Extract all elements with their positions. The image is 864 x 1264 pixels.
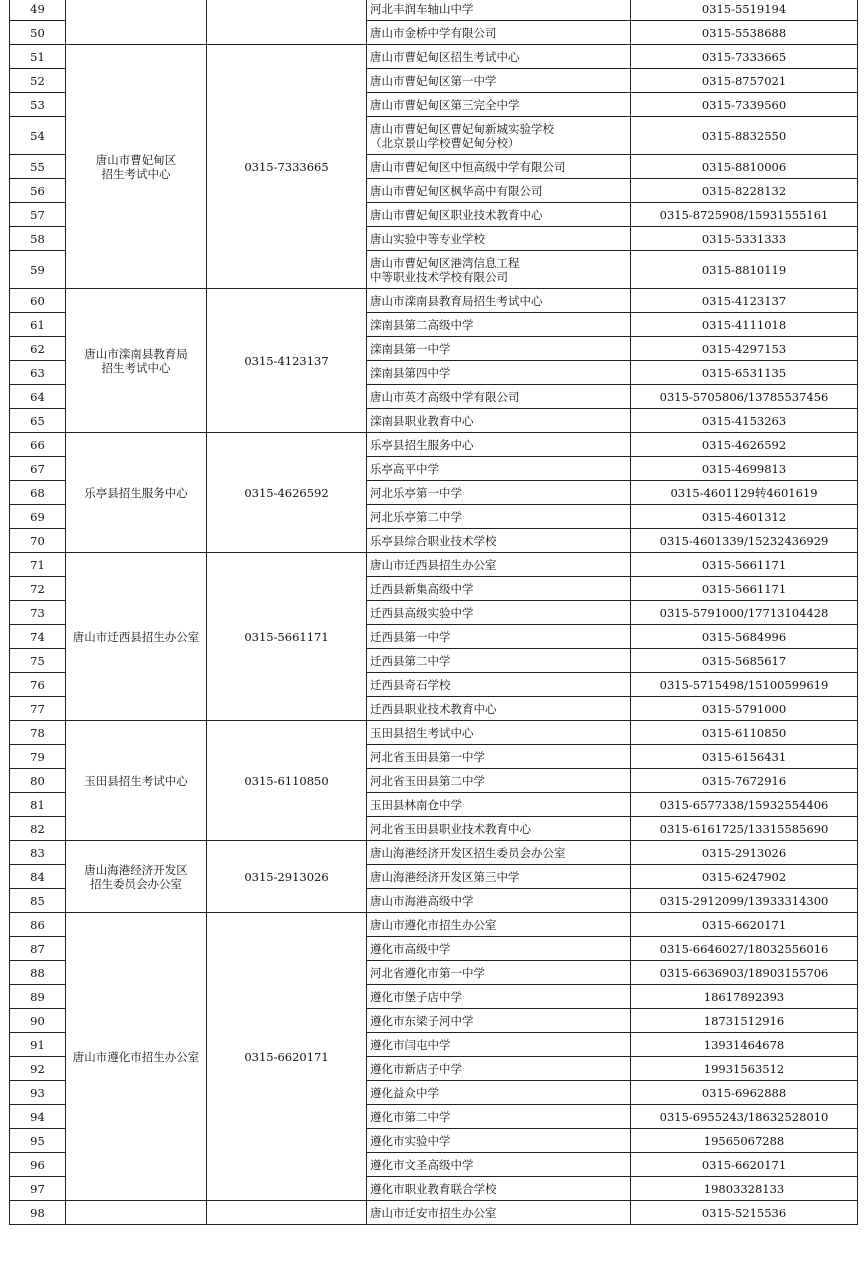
school-phone: 0315-8810006 bbox=[631, 155, 858, 179]
row-number: 71 bbox=[10, 553, 66, 577]
row-number: 67 bbox=[10, 457, 66, 481]
row-number: 94 bbox=[10, 1105, 66, 1129]
school-phone: 0315-4123137 bbox=[631, 289, 858, 313]
school-phone: 0315-8757021 bbox=[631, 69, 858, 93]
table-row bbox=[10, 553, 858, 577]
school-phone: 18731512916 bbox=[631, 1009, 858, 1033]
table-row bbox=[10, 45, 858, 69]
admissions-office-phone: 0315-7333665 bbox=[207, 45, 367, 289]
school-phone: 0315-7672916 bbox=[631, 769, 858, 793]
school-name: 迁西县第一中学 bbox=[367, 625, 631, 649]
school-name: 河北省玉田县职业技术教育中心 bbox=[367, 817, 631, 841]
table-row bbox=[10, 913, 858, 937]
table-row bbox=[10, 721, 858, 745]
school-name: 唐山市曹妃甸区曹妃甸新城实验学校 （北京景山学校曹妃甸分校） bbox=[367, 117, 631, 155]
school-name: 遵化市文圣高级中学 bbox=[367, 1153, 631, 1177]
row-number: 86 bbox=[10, 913, 66, 937]
school-name: 迁西县职业技术教育中心 bbox=[367, 697, 631, 721]
school-name: 乐亭县招生服务中心 bbox=[367, 433, 631, 457]
school-phone: 0315-2913026 bbox=[631, 841, 858, 865]
school-phone: 0315-7333665 bbox=[631, 45, 858, 69]
school-name: 滦南县第一中学 bbox=[367, 337, 631, 361]
school-phone: 0315-6620171 bbox=[631, 1153, 858, 1177]
row-number: 69 bbox=[10, 505, 66, 529]
row-number: 62 bbox=[10, 337, 66, 361]
school-name: 遵化市堡子店中学 bbox=[367, 985, 631, 1009]
table-row bbox=[10, 841, 858, 865]
school-phone: 0315-4601339/15232436929 bbox=[631, 529, 858, 553]
school-name: 唐山市海港高级中学 bbox=[367, 889, 631, 913]
school-name: 唐山市曹妃甸区第一中学 bbox=[367, 69, 631, 93]
school-name: 迁西县第二中学 bbox=[367, 649, 631, 673]
school-name: 乐亭县综合职业技术学校 bbox=[367, 529, 631, 553]
row-number: 55 bbox=[10, 155, 66, 179]
school-phone: 0315-5684996 bbox=[631, 625, 858, 649]
school-phone: 0315-6577338/15932554406 bbox=[631, 793, 858, 817]
school-phone: 0315-6531135 bbox=[631, 361, 858, 385]
school-phone: 13931464678 bbox=[631, 1033, 858, 1057]
school-name: 唐山市迁西县招生办公室 bbox=[367, 553, 631, 577]
row-number: 68 bbox=[10, 481, 66, 505]
school-phone: 19565067288 bbox=[631, 1129, 858, 1153]
school-name: 乐亭高平中学 bbox=[367, 457, 631, 481]
row-number: 50 bbox=[10, 21, 66, 45]
school-name: 滦南县第四中学 bbox=[367, 361, 631, 385]
school-name: 河北省玉田县第二中学 bbox=[367, 769, 631, 793]
school-name: 遵化市闫屯中学 bbox=[367, 1033, 631, 1057]
school-phone: 0315-6156431 bbox=[631, 745, 858, 769]
admissions-office-name: 玉田县招生考试中心 bbox=[66, 721, 207, 841]
admissions-office-phone: 0315-2913026 bbox=[207, 841, 367, 913]
school-name: 玉田县招生考试中心 bbox=[367, 721, 631, 745]
school-phone: 0315-5331333 bbox=[631, 227, 858, 251]
school-phone: 0315-6646027/18032556016 bbox=[631, 937, 858, 961]
row-number: 65 bbox=[10, 409, 66, 433]
table-row bbox=[10, 433, 858, 457]
row-number: 74 bbox=[10, 625, 66, 649]
school-phone: 0315-6110850 bbox=[631, 721, 858, 745]
school-name: 河北省玉田县第一中学 bbox=[367, 745, 631, 769]
school-phone: 0315-5791000/17713104428 bbox=[631, 601, 858, 625]
admissions-office-name bbox=[66, 1201, 207, 1225]
row-number: 98 bbox=[10, 1201, 66, 1225]
admissions-office-phone bbox=[207, 1201, 367, 1225]
admissions-office-phone: 0315-4123137 bbox=[207, 289, 367, 433]
school-name: 遵化市东梁子河中学 bbox=[367, 1009, 631, 1033]
school-phone: 0315-5715498/15100599619 bbox=[631, 673, 858, 697]
school-phone: 0315-8725908/15931555161 bbox=[631, 203, 858, 227]
row-number: 81 bbox=[10, 793, 66, 817]
row-number: 49 bbox=[10, 0, 66, 21]
table-row bbox=[10, 0, 858, 21]
row-number: 95 bbox=[10, 1129, 66, 1153]
school-name: 唐山市曹妃甸区港湾信息工程 中等职业技术学校有限公司 bbox=[367, 251, 631, 289]
school-name: 河北省遵化市第一中学 bbox=[367, 961, 631, 985]
school-name: 唐山市滦南县教育局招生考试中心 bbox=[367, 289, 631, 313]
row-number: 92 bbox=[10, 1057, 66, 1081]
row-number: 82 bbox=[10, 817, 66, 841]
table-body bbox=[10, 0, 858, 1225]
admissions-office-phone: 0315-4626592 bbox=[207, 433, 367, 553]
school-phone: 0315-5705806/13785537456 bbox=[631, 385, 858, 409]
school-name: 河北乐亭第二中学 bbox=[367, 505, 631, 529]
school-name: 唐山海港经济开发区招生委员会办公室 bbox=[367, 841, 631, 865]
school-phone: 0315-8228132 bbox=[631, 179, 858, 203]
school-phone: 0315-8832550 bbox=[631, 117, 858, 155]
school-phone: 0315-4111018 bbox=[631, 313, 858, 337]
school-name: 滦南县第二高级中学 bbox=[367, 313, 631, 337]
row-number: 64 bbox=[10, 385, 66, 409]
school-phone: 0315-5519194 bbox=[631, 0, 858, 21]
row-number: 91 bbox=[10, 1033, 66, 1057]
row-number: 60 bbox=[10, 289, 66, 313]
row-number: 59 bbox=[10, 251, 66, 289]
school-name: 唐山市曹妃甸区中恒高级中学有限公司 bbox=[367, 155, 631, 179]
row-number: 80 bbox=[10, 769, 66, 793]
table-row bbox=[10, 289, 858, 313]
row-number: 96 bbox=[10, 1153, 66, 1177]
school-phone: 0315-5661171 bbox=[631, 577, 858, 601]
row-number: 93 bbox=[10, 1081, 66, 1105]
school-phone: 0315-5661171 bbox=[631, 553, 858, 577]
school-name: 迁西县奇石学校 bbox=[367, 673, 631, 697]
school-name: 河北乐亭第一中学 bbox=[367, 481, 631, 505]
school-name: 唐山市英才高级中学有限公司 bbox=[367, 385, 631, 409]
school-phone: 0315-7339560 bbox=[631, 93, 858, 117]
row-number: 83 bbox=[10, 841, 66, 865]
school-name: 遵化市职业教育联合学校 bbox=[367, 1177, 631, 1201]
school-phone: 0315-4297153 bbox=[631, 337, 858, 361]
school-phone: 0315-4153263 bbox=[631, 409, 858, 433]
school-name: 唐山市曹妃甸区枫华高中有限公司 bbox=[367, 179, 631, 203]
table-row bbox=[10, 1201, 858, 1225]
admissions-office-name: 唐山市曹妃甸区 招生考试中心 bbox=[66, 45, 207, 289]
row-number: 97 bbox=[10, 1177, 66, 1201]
school-phone: 0315-8810119 bbox=[631, 251, 858, 289]
school-phone: 0315-2912099/13933314300 bbox=[631, 889, 858, 913]
row-number: 52 bbox=[10, 69, 66, 93]
admissions-office-name: 唐山市遵化市招生办公室 bbox=[66, 913, 207, 1201]
admissions-office-name: 唐山市迁西县招生办公室 bbox=[66, 553, 207, 721]
school-name: 滦南县职业教育中心 bbox=[367, 409, 631, 433]
row-number: 75 bbox=[10, 649, 66, 673]
school-phone: 0315-5791000 bbox=[631, 697, 858, 721]
row-number: 56 bbox=[10, 179, 66, 203]
school-name: 唐山市曹妃甸区招生考试中心 bbox=[367, 45, 631, 69]
school-phone: 0315-5215536 bbox=[631, 1201, 858, 1225]
row-number: 84 bbox=[10, 865, 66, 889]
school-phone: 0315-6962888 bbox=[631, 1081, 858, 1105]
school-name: 迁西县新集高级中学 bbox=[367, 577, 631, 601]
school-name: 玉田县林南仓中学 bbox=[367, 793, 631, 817]
school-phone: 18617892393 bbox=[631, 985, 858, 1009]
row-number: 70 bbox=[10, 529, 66, 553]
row-number: 85 bbox=[10, 889, 66, 913]
school-name: 唐山实验中等专业学校 bbox=[367, 227, 631, 251]
row-number: 51 bbox=[10, 45, 66, 69]
school-phone: 0315-6955243/18632528010 bbox=[631, 1105, 858, 1129]
school-phone: 19803328133 bbox=[631, 1177, 858, 1201]
admissions-office-phone: 0315-5661171 bbox=[207, 553, 367, 721]
school-name: 唐山市曹妃甸区第三完全中学 bbox=[367, 93, 631, 117]
admissions-office-name bbox=[66, 0, 207, 45]
row-number: 78 bbox=[10, 721, 66, 745]
school-phone: 19931563512 bbox=[631, 1057, 858, 1081]
school-name: 遵化市新店子中学 bbox=[367, 1057, 631, 1081]
school-phone: 0315-6636903/18903155706 bbox=[631, 961, 858, 985]
school-name: 唐山市迁安市招生办公室 bbox=[367, 1201, 631, 1225]
school-phone: 0315-5538688 bbox=[631, 21, 858, 45]
school-name: 遵化益众中学 bbox=[367, 1081, 631, 1105]
school-name: 唐山市曹妃甸区职业技术教育中心 bbox=[367, 203, 631, 227]
admissions-contact-table bbox=[9, 0, 858, 1225]
admissions-office-name: 唐山海港经济开发区 招生委员会办公室 bbox=[66, 841, 207, 913]
admissions-office-phone bbox=[207, 0, 367, 45]
row-number: 77 bbox=[10, 697, 66, 721]
school-name: 河北丰润车轴山中学 bbox=[367, 0, 631, 21]
school-name: 遵化市实验中学 bbox=[367, 1129, 631, 1153]
school-phone: 0315-5685617 bbox=[631, 649, 858, 673]
school-name: 迁西县高级实验中学 bbox=[367, 601, 631, 625]
row-number: 79 bbox=[10, 745, 66, 769]
row-number: 63 bbox=[10, 361, 66, 385]
school-phone: 0315-6620171 bbox=[631, 913, 858, 937]
school-name: 遵化市第二中学 bbox=[367, 1105, 631, 1129]
admissions-office-name: 乐亭县招生服务中心 bbox=[66, 433, 207, 553]
admissions-office-phone: 0315-6110850 bbox=[207, 721, 367, 841]
row-number: 73 bbox=[10, 601, 66, 625]
row-number: 87 bbox=[10, 937, 66, 961]
admissions-office-name: 唐山市滦南县教育局 招生考试中心 bbox=[66, 289, 207, 433]
school-name: 唐山海港经济开发区第三中学 bbox=[367, 865, 631, 889]
school-phone: 0315-6161725/13315585690 bbox=[631, 817, 858, 841]
row-number: 57 bbox=[10, 203, 66, 227]
school-name: 唐山市遵化市招生办公室 bbox=[367, 913, 631, 937]
row-number: 58 bbox=[10, 227, 66, 251]
school-phone: 0315-4601312 bbox=[631, 505, 858, 529]
school-name: 遵化市高级中学 bbox=[367, 937, 631, 961]
school-name: 唐山市金桥中学有限公司 bbox=[367, 21, 631, 45]
row-number: 54 bbox=[10, 117, 66, 155]
row-number: 66 bbox=[10, 433, 66, 457]
row-number: 88 bbox=[10, 961, 66, 985]
row-number: 53 bbox=[10, 93, 66, 117]
row-number: 90 bbox=[10, 1009, 66, 1033]
school-phone: 0315-4699813 bbox=[631, 457, 858, 481]
admissions-office-phone: 0315-6620171 bbox=[207, 913, 367, 1201]
row-number: 89 bbox=[10, 985, 66, 1009]
row-number: 61 bbox=[10, 313, 66, 337]
row-number: 72 bbox=[10, 577, 66, 601]
school-phone: 0315-4626592 bbox=[631, 433, 858, 457]
school-phone: 0315-4601129转4601619 bbox=[631, 481, 858, 505]
school-phone: 0315-6247902 bbox=[631, 865, 858, 889]
row-number: 76 bbox=[10, 673, 66, 697]
